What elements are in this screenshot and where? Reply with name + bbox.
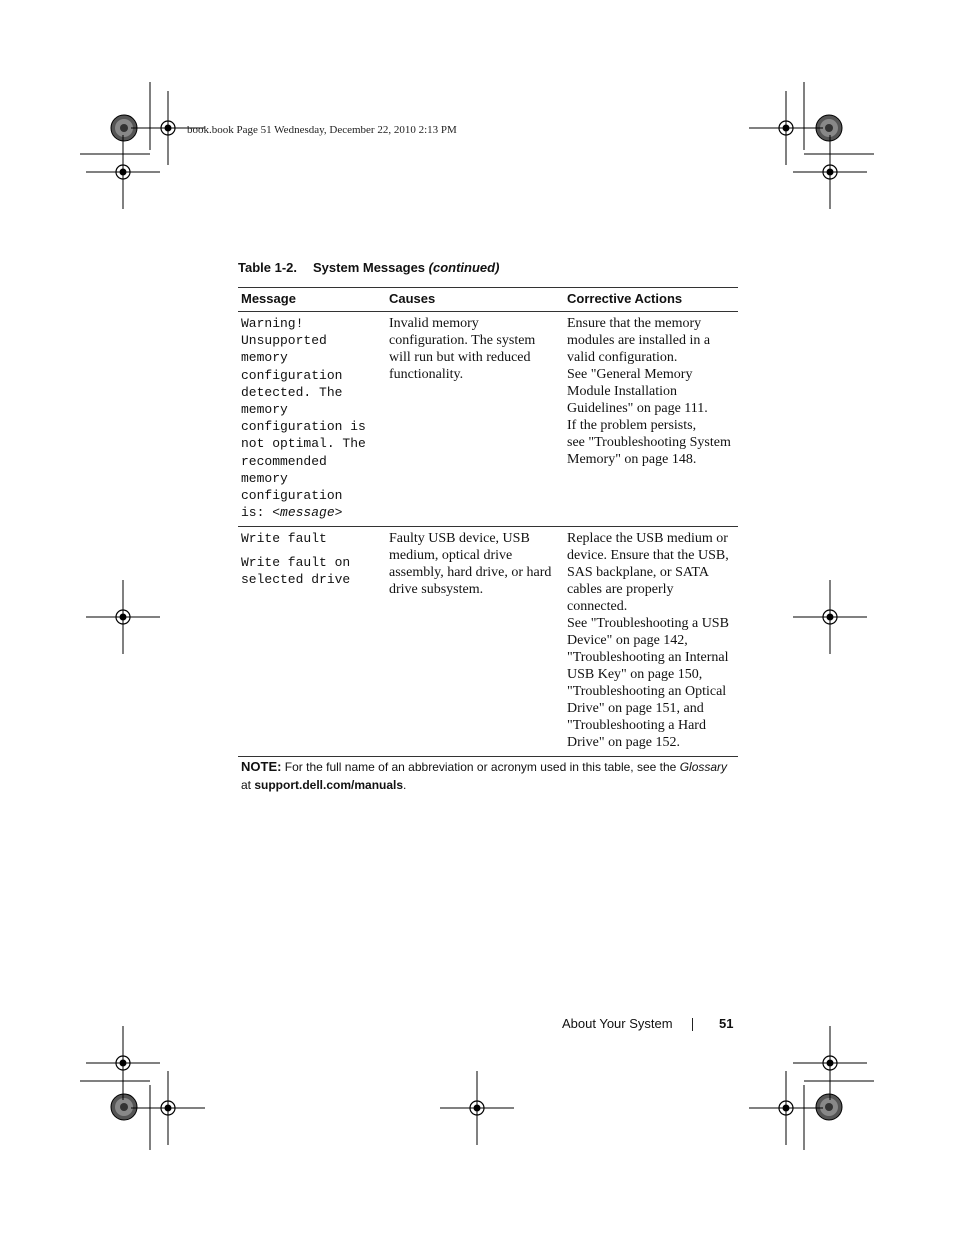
- message-line: Warning!: [241, 316, 304, 331]
- system-messages-table: [238, 287, 738, 757]
- actions-line: "Troubleshooting an Internal: [567, 650, 729, 666]
- actions-line: If the problem persists,: [567, 418, 697, 433]
- glossary-reference: Glossary: [679, 760, 728, 774]
- message-prefix: is:: [241, 505, 273, 521]
- actions-line: Drive" on page 152.: [567, 735, 681, 751]
- message-line: memory: [241, 350, 288, 366]
- footer-divider: [692, 1018, 693, 1031]
- table-number: Table 1-2.: [238, 260, 298, 275]
- message-line: configuration: [241, 488, 343, 504]
- message-line: selected drive: [241, 571, 351, 587]
- table-title: System Messages: [313, 260, 426, 275]
- causes-line: drive subsystem.: [389, 582, 484, 598]
- actions-line: Ensure that the memory: [567, 316, 702, 331]
- note-text: .: [403, 778, 407, 792]
- crop-mark-top-left-icon: [80, 82, 205, 209]
- crop-mark-mid-right-icon: [793, 580, 867, 654]
- causes-line: medium, optical drive: [389, 548, 513, 564]
- causes-line: will run but with reduced: [389, 350, 531, 365]
- causes-line: Faulty USB device, USB: [389, 531, 530, 547]
- actions-line: "Troubleshooting a Hard: [567, 718, 706, 734]
- causes-cell: [386, 312, 564, 527]
- column-header-message: Message: [238, 288, 386, 312]
- message-line: Write fault on: [241, 554, 351, 570]
- actions-line: device. Ensure that the USB,: [567, 548, 729, 564]
- actions-line: See "General Memory: [567, 367, 693, 382]
- message-line: detected. The: [241, 384, 343, 400]
- note-text: For the full name of an abbreviation or acronym used in this table, see the: [281, 760, 680, 774]
- message-line: Unsupported: [241, 333, 327, 349]
- message-variable: <message>: [272, 505, 343, 521]
- message-line: recommended: [241, 453, 327, 469]
- actions-cell: [564, 527, 738, 757]
- message-cell: [238, 312, 386, 527]
- support-url: support.dell.com/manuals: [254, 778, 404, 792]
- column-header-causes: Causes: [386, 288, 564, 312]
- actions-line: Drive" on page 151, and: [567, 701, 704, 717]
- message-line: not optimal. The: [241, 436, 366, 452]
- actions-cell: [564, 312, 738, 527]
- actions-line: Guidelines" on page 111.: [567, 401, 708, 416]
- message-line: Write fault: [241, 531, 327, 547]
- actions-line: Replace the USB medium or: [567, 531, 728, 547]
- message-line: configuration: [241, 367, 343, 383]
- message-line: memory: [241, 402, 288, 418]
- causes-line: configuration. The system: [389, 333, 536, 348]
- actions-line: Memory" on page 148.: [567, 452, 697, 467]
- crop-mark-bottom-left-icon: [80, 1026, 205, 1150]
- actions-line: "Troubleshooting an Optical: [567, 684, 727, 700]
- actions-line: modules are installed in a: [567, 333, 711, 348]
- crop-mark-top-right-icon: [749, 82, 874, 209]
- message-line: [241, 504, 383, 521]
- actions-line: see "Troubleshooting System: [567, 435, 731, 450]
- causes-cell: [386, 527, 564, 757]
- message-line: memory: [241, 470, 288, 486]
- actions-line: connected.: [567, 599, 628, 615]
- crop-mark-bottom-right-icon: [749, 1026, 874, 1150]
- actions-line: USB Key" on page 150,: [567, 667, 703, 683]
- table-caption: [238, 260, 499, 275]
- print-header-stamp: book.book Page 51 Wednesday, December 22, 2010 2:13 PM: [187, 124, 457, 136]
- table-header-row: [238, 288, 738, 312]
- actions-line: valid configuration.: [567, 350, 678, 365]
- actions-line: SAS backplane, or SATA: [567, 565, 709, 581]
- continued-label: (continued): [428, 260, 500, 275]
- page-number: 51: [719, 1016, 734, 1031]
- table-row: [238, 312, 738, 527]
- note-label: NOTE:: [241, 759, 282, 774]
- message-cell: [238, 527, 386, 757]
- causes-line: functionality.: [389, 367, 464, 382]
- crop-mark-bottom-center-icon: [440, 1071, 514, 1145]
- actions-line: Module Installation: [567, 384, 678, 399]
- column-header-corrective-actions: Corrective Actions: [564, 288, 738, 312]
- crop-mark-mid-left-icon: [86, 580, 160, 654]
- actions-line: See "Troubleshooting a USB: [567, 616, 729, 632]
- causes-line: Invalid memory: [389, 316, 479, 331]
- table-note: [241, 758, 731, 794]
- message-line: configuration is: [241, 419, 366, 435]
- causes-line: assembly, hard drive, or hard: [389, 565, 552, 581]
- actions-line: cables are properly: [567, 582, 674, 598]
- actions-line: Device" on page 142,: [567, 633, 688, 649]
- table-row: [238, 527, 738, 757]
- note-text: at: [241, 778, 255, 792]
- footer-section-title: About Your System: [562, 1016, 673, 1031]
